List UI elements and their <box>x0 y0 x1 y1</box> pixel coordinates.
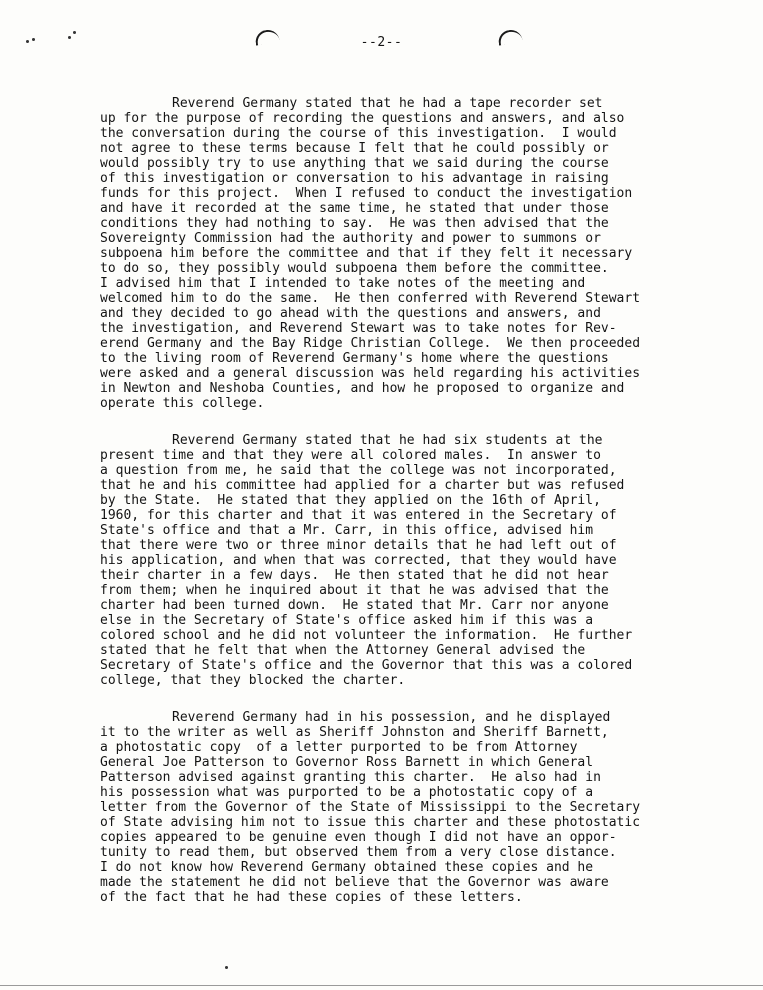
text-line: college, that they blocked the charter. <box>100 673 406 688</box>
text-line: not agree to these terms because I felt that he could possibly or <box>100 141 609 156</box>
page-number: --2-- <box>360 35 403 50</box>
scan-speck <box>73 31 76 34</box>
text-line: funds for this project. When I refused to conduct the investigation <box>100 186 633 201</box>
text-line: that there were two or three minor details that he had left out of <box>100 538 617 553</box>
text-line: of this investigation or conversation to his advantage in raising <box>100 171 609 186</box>
text-line: were asked and a general discussion was held regarding his activities <box>100 366 641 381</box>
text-line: Reverend Germany had in his possession, and he displayed <box>172 710 611 725</box>
text-line: a question from me, he said that the college was not incorporated, <box>100 463 617 478</box>
page-bottom-edge <box>0 985 763 986</box>
text-line: would possibly try to use anything that we said during the course <box>100 156 609 171</box>
text-line: of State advising him not to issue this charter and these photostatic <box>100 815 641 830</box>
text-line: Secretary of State's office and the Governor that this was a colored <box>100 658 633 673</box>
paragraph-1 <box>100 96 730 411</box>
text-line: welcomed him to do the same. He then conferred with Reverend Stewart <box>100 291 641 306</box>
text-line: that he and his committee had applied for a charter but was refused <box>100 478 625 493</box>
text-line: and they decided to go ahead with the questions and answers, and <box>100 306 601 321</box>
text-line: of the fact that he had these copies of these letters. <box>100 890 523 905</box>
text-line: stated that he felt that when the Attorney General advised the <box>100 643 586 658</box>
text-line: to the living room of Reverend Germany's home where the questions <box>100 351 609 366</box>
text-line: the conversation during the course of this investigation. I would <box>100 126 617 141</box>
text-line: else in the Secretary of State's office asked him if this was a <box>100 613 594 628</box>
paragraph-2 <box>100 433 730 688</box>
text-line: Reverend Germany stated that he had six students at the <box>172 433 603 448</box>
text-line: I do not know how Reverend Germany obtained these copies and he <box>100 860 594 875</box>
text-line: his application, and when that was corrected, that they would have <box>100 553 617 568</box>
text-line: conditions they had nothing to say. He was then advised that the <box>100 216 609 231</box>
text-line: up for the purpose of recording the questions and answers, and also <box>100 111 625 126</box>
text-line: 1960, for this charter and that it was entered in the Secretary of <box>100 508 617 523</box>
text-line: letter from the Governor of the State of Mississippi to the Secretary <box>100 800 641 815</box>
text-line: I advised him that I intended to take notes of the meeting and <box>100 276 586 291</box>
memo-body <box>100 96 730 927</box>
text-line: present time and that they were all colored males. In answer to <box>100 448 601 463</box>
text-line: it to the writer as well as Sheriff Johnston and Sheriff Barnett, <box>100 725 609 740</box>
text-line: from them; when he inquired about it that he was advised that the <box>100 583 609 598</box>
text-line: tunity to read them, but observed them from a very close distance. <box>100 845 617 860</box>
text-line: State's office and that a Mr. Carr, in this office, advised him <box>100 523 594 538</box>
text-line: copies appeared to be genuine even though I did not have an oppor- <box>100 830 617 845</box>
text-line: erend Germany and the Bay Ridge Christian College. We then proceeded <box>100 336 641 351</box>
text-line: operate this college. <box>100 396 265 411</box>
paragraph-3 <box>100 710 730 905</box>
text-line: by the State. He stated that they applied on the 16th of April, <box>100 493 601 508</box>
text-line: Patterson advised against granting this charter. He also had in <box>100 770 601 785</box>
text-line: the investigation, and Reverend Stewart was to take notes for Rev- <box>100 321 617 336</box>
text-line: and have it recorded at the same time, he stated that under those <box>100 201 609 216</box>
text-line: charter had been turned down. He stated that Mr. Carr nor anyone <box>100 598 609 613</box>
text-line: made the statement he did not believe that the Governor was aware <box>100 875 609 890</box>
text-line: to do so, they possibly would subpoena them before the committee. <box>100 261 609 276</box>
text-line: General Joe Patterson to Governor Ross Barnett in which General <box>100 755 594 770</box>
text-line: colored school and he did not volunteer the information. He further <box>100 628 633 643</box>
text-line: in Newton and Neshoba Counties, and how he proposed to organize and <box>100 381 625 396</box>
text-line: their charter in a few days. He then stated that he did not hear <box>100 568 609 583</box>
text-line: Reverend Germany stated that he had a tape recorder set <box>172 96 603 111</box>
text-line: Sovereignty Commission had the authority and power to summons or <box>100 231 601 246</box>
scan-speck <box>225 966 228 969</box>
text-line: a photostatic copy of a letter purported to be from Attorney <box>100 740 578 755</box>
text-line: subpoena him before the committee and that if they felt it necessary <box>100 246 633 261</box>
text-line: his possession what was purported to be a photostatic copy of a <box>100 785 594 800</box>
